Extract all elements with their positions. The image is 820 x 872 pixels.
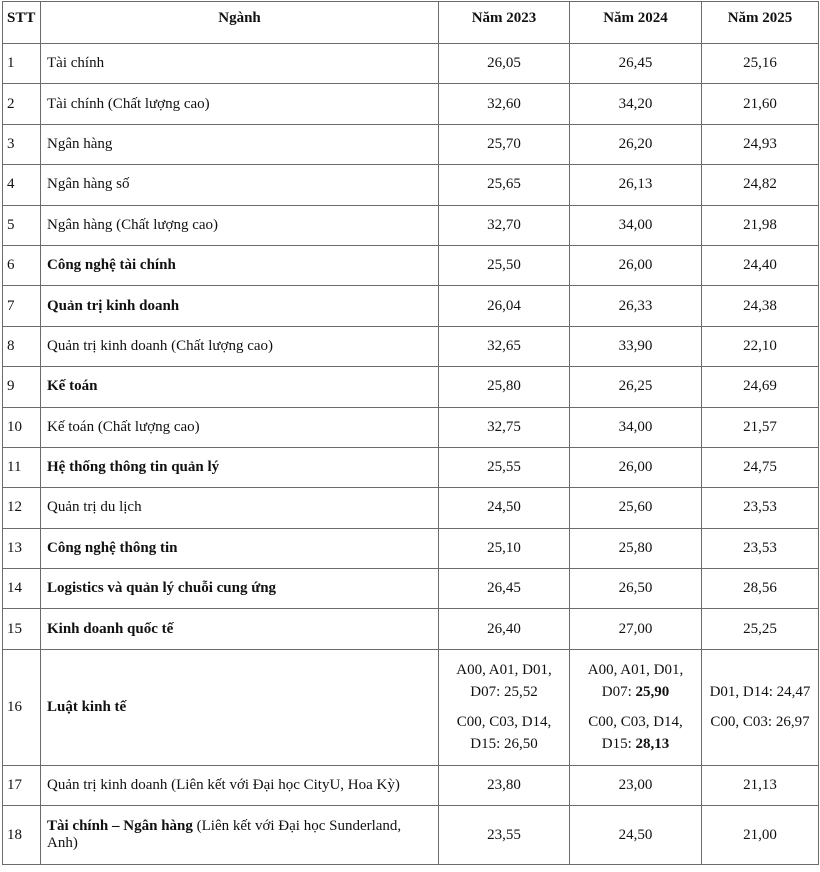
header-stt: STT — [3, 2, 41, 44]
combo-label: C00, C03: — [710, 714, 776, 731]
cell-2025: 21,57 — [702, 407, 819, 447]
cell-stt: 16 — [3, 649, 41, 765]
table-body — [3, 44, 819, 865]
cell-2024: 26,33 — [570, 286, 702, 326]
table-row — [3, 765, 819, 805]
cell-2023: 25,55 — [439, 447, 570, 487]
cell-2023: 26,40 — [439, 609, 570, 649]
score-value: 24,47 — [776, 684, 811, 701]
cell-2024: 34,00 — [570, 407, 702, 447]
cell-2023: 32,65 — [439, 326, 570, 366]
header-2025: Năm 2025 — [702, 2, 819, 44]
table-row — [3, 806, 819, 865]
cell-nganh: Tài chính (Chất lượng cao) — [41, 84, 439, 124]
cell-2023: 25,70 — [439, 124, 570, 164]
table-row — [3, 407, 819, 447]
cell-stt: 14 — [3, 569, 41, 609]
cell-2024: 26,13 — [570, 165, 702, 205]
cell-2023: 26,04 — [439, 286, 570, 326]
score-value: 26,97 — [775, 714, 810, 731]
cell-stt: 12 — [3, 488, 41, 528]
cell-stt: 13 — [3, 528, 41, 568]
cell-nganh: Logistics và quản lý chuỗi cung ứng — [41, 569, 439, 609]
cell-2024: 26,00 — [570, 447, 702, 487]
table-row — [3, 367, 819, 407]
table-row — [3, 245, 819, 285]
cell-stt: 4 — [3, 165, 41, 205]
table-row — [3, 44, 819, 84]
cell-2024: 26,50 — [570, 569, 702, 609]
cell-stt: 6 — [3, 245, 41, 285]
table-row — [3, 205, 819, 245]
cell-2023: 26,45 — [439, 569, 570, 609]
cell-2024: 25,60 — [570, 488, 702, 528]
cell-2025 — [702, 649, 819, 765]
cell-2024: 25,80 — [570, 528, 702, 568]
cell-nganh: Ngân hàng — [41, 124, 439, 164]
cell-2025: 21,00 — [702, 806, 819, 865]
cell-2025: 23,53 — [702, 528, 819, 568]
cell-nganh: Công nghệ thông tin — [41, 528, 439, 568]
cell-2023: 26,05 — [439, 44, 570, 84]
cell-2025: 21,13 — [702, 765, 819, 805]
cell-nganh: Luật kinh tế — [41, 649, 439, 765]
cell-2025: 24,69 — [702, 367, 819, 407]
cell-2023: 32,60 — [439, 84, 570, 124]
score-value: 25,52 — [504, 684, 538, 701]
table-row — [3, 528, 819, 568]
header-row — [3, 2, 819, 44]
cell-2023 — [439, 649, 570, 765]
cell-nganh: Kinh doanh quốc tế — [41, 609, 439, 649]
table-row — [3, 84, 819, 124]
cell-2023: 25,80 — [439, 367, 570, 407]
cell-stt: 15 — [3, 609, 41, 649]
cell-stt: 10 — [3, 407, 41, 447]
combo-label: A00, A01, D01, D07: — [456, 662, 552, 701]
cell-nganh: Ngân hàng (Chất lượng cao) — [41, 205, 439, 245]
cell-stt: 8 — [3, 326, 41, 366]
cell-2023: 25,10 — [439, 528, 570, 568]
cell-nganh: Quản trị kinh doanh (Liên kết với Đại học CityU, Hoa Kỳ) — [41, 765, 439, 805]
table-row — [3, 326, 819, 366]
combo-label: C00, C03, D14, D15: — [456, 714, 552, 753]
nganh-bold-part: Tài chính – Ngân hàng — [47, 818, 193, 835]
table-row — [3, 165, 819, 205]
cell-2024: 24,50 — [570, 806, 702, 865]
cell-nganh: Hệ thống thông tin quản lý — [41, 447, 439, 487]
cell-stt: 7 — [3, 286, 41, 326]
cell-nganh: Quản trị du lịch — [41, 488, 439, 528]
header-2023: Năm 2023 — [439, 2, 570, 44]
cell-2024: 26,45 — [570, 44, 702, 84]
score-value: 25,90 — [635, 684, 670, 701]
cell-2024: 34,00 — [570, 205, 702, 245]
cell-nganh: Kế toán (Chất lượng cao) — [41, 407, 439, 447]
combo-label: D01, D14: — [709, 684, 777, 701]
table-row — [3, 609, 819, 649]
cell-2025: 24,38 — [702, 286, 819, 326]
cell-stt: 1 — [3, 44, 41, 84]
cell-stt: 3 — [3, 124, 41, 164]
cell-stt: 18 — [3, 806, 41, 865]
cell-2024: 26,20 — [570, 124, 702, 164]
cell-2025: 24,75 — [702, 447, 819, 487]
table-row — [3, 124, 819, 164]
nganh-rest-part: (Liên kết với Đại học Sunderland, Anh) — [47, 818, 402, 852]
cell-2024: 27,00 — [570, 609, 702, 649]
cell-stt: 17 — [3, 765, 41, 805]
cell-2025: 23,53 — [702, 488, 819, 528]
cell-2023: 25,65 — [439, 165, 570, 205]
score-value: 28,13 — [635, 736, 670, 753]
cell-2023: 23,55 — [439, 806, 570, 865]
cell-2024: 23,00 — [570, 765, 702, 805]
cell-2023: 32,70 — [439, 205, 570, 245]
cell-2023: 23,80 — [439, 765, 570, 805]
cell-2025: 28,56 — [702, 569, 819, 609]
score-value: 26,50 — [504, 736, 538, 753]
cell-stt: 2 — [3, 84, 41, 124]
cell-nganh: Công nghệ tài chính — [41, 245, 439, 285]
cell-2025: 25,25 — [702, 609, 819, 649]
cell-2025: 22,10 — [702, 326, 819, 366]
table-row — [3, 488, 819, 528]
table-row — [3, 649, 819, 765]
table-row — [3, 569, 819, 609]
cell-nganh: Kế toán — [41, 367, 439, 407]
table-row — [3, 447, 819, 487]
cell-nganh: Quản trị kinh doanh (Chất lượng cao) — [41, 326, 439, 366]
cell-2025: 25,16 — [702, 44, 819, 84]
cell-stt: 9 — [3, 367, 41, 407]
cell-stt: 11 — [3, 447, 41, 487]
cell-nganh: Quản trị kinh doanh — [41, 286, 439, 326]
cell-2024: 34,20 — [570, 84, 702, 124]
header-2024: Năm 2024 — [570, 2, 702, 44]
cell-2025: 21,60 — [702, 84, 819, 124]
combo-label: C00, C03, D14, D15: — [588, 714, 683, 753]
cell-2024: 33,90 — [570, 326, 702, 366]
cell-2025: 24,93 — [702, 124, 819, 164]
cell-2025: 24,82 — [702, 165, 819, 205]
cell-2024: 26,25 — [570, 367, 702, 407]
cell-2023: 25,50 — [439, 245, 570, 285]
header-nganh: Ngành — [41, 2, 439, 44]
cell-nganh — [41, 806, 439, 865]
cell-2024 — [570, 649, 702, 765]
admission-scores-table — [2, 1, 819, 865]
cell-stt: 5 — [3, 205, 41, 245]
cell-2024: 26,00 — [570, 245, 702, 285]
cell-nganh: Tài chính — [41, 44, 439, 84]
cell-2023: 32,75 — [439, 407, 570, 447]
combo-label: A00, A01, D01, D07: — [587, 662, 684, 701]
cell-nganh: Ngân hàng số — [41, 165, 439, 205]
table-row — [3, 286, 819, 326]
cell-2025: 21,98 — [702, 205, 819, 245]
cell-2023: 24,50 — [439, 488, 570, 528]
cell-2025: 24,40 — [702, 245, 819, 285]
